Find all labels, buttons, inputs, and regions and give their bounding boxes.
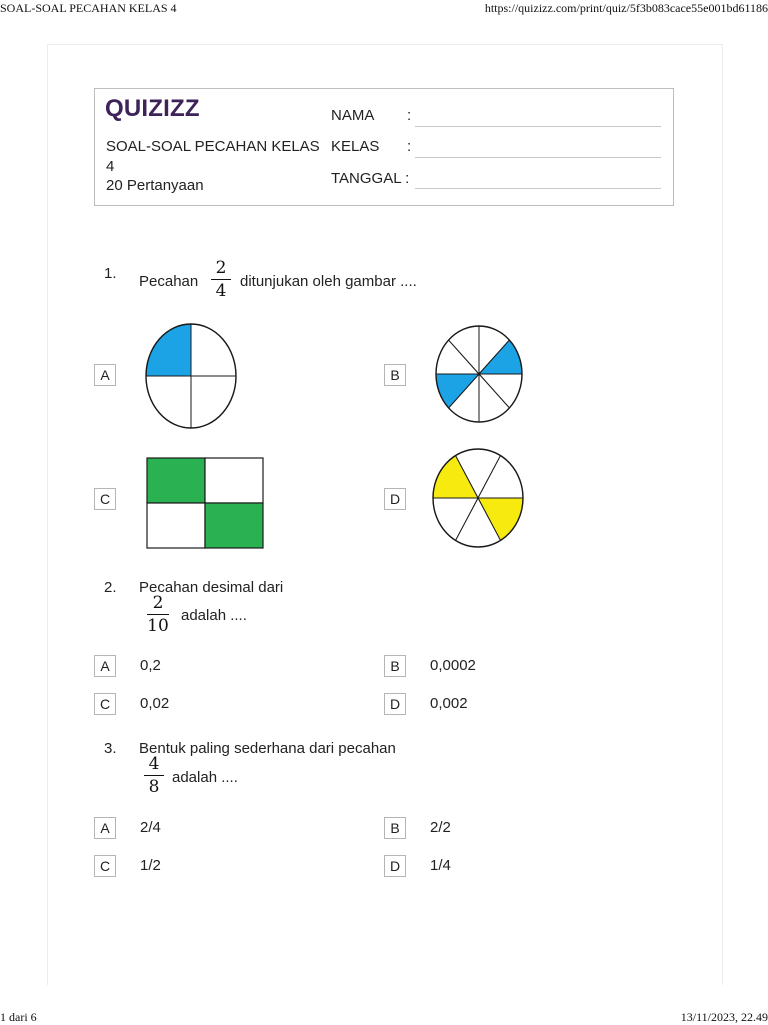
q1-fraction-numerator: 2: [215, 258, 227, 278]
quizizz-logo: QUIZIZZ: [105, 95, 200, 122]
q3-option-a-box[interactable]: A: [94, 817, 116, 839]
q1-number: 1.: [104, 265, 117, 282]
q1-option-b-box[interactable]: B: [384, 364, 406, 386]
empty-slice: [146, 376, 191, 428]
q2-number: 2.: [104, 579, 117, 596]
q2-option-d-box[interactable]: D: [384, 693, 406, 715]
q2-prefix: Pecahan desimal dari: [139, 579, 284, 596]
q1-prefix: Pecahan: [139, 273, 199, 290]
class-line: [415, 157, 661, 158]
quiz-title: SOAL-SOAL PECAHAN KELAS 4: [106, 138, 320, 175]
print-footer-page: 1 dari 6: [0, 1010, 37, 1024]
date-line: [415, 188, 661, 189]
q3-option-d-box[interactable]: D: [384, 855, 406, 877]
shaded-cell: [205, 503, 263, 548]
question-count: 20 Pertanyaan: [106, 177, 204, 194]
q3-fraction-bar: [144, 775, 164, 776]
name-line: [415, 126, 661, 127]
name-colon: :: [407, 107, 412, 124]
q2-option-c-box[interactable]: C: [94, 693, 116, 715]
q3-fraction: [142, 754, 166, 797]
q2-option-b-text[interactable]: 0,0002: [430, 657, 476, 674]
q1-fraction-bar: [211, 279, 231, 280]
q3-option-c-text[interactable]: 1/2: [140, 857, 161, 874]
print-header: [0, 0, 768, 16]
q3-option-d-text[interactable]: 1/4: [430, 857, 451, 874]
q2-fraction-denominator: 10: [147, 616, 169, 636]
print-footer: [0, 1009, 768, 1025]
quiz-info-box: [94, 88, 674, 206]
q2-suffix: adalah ....: [181, 607, 247, 624]
empty-cell: [205, 458, 263, 503]
q3-option-b-text[interactable]: 2/2: [430, 819, 451, 836]
q3-fraction-denominator: 8: [148, 777, 160, 797]
q2-fraction-bar: [147, 614, 169, 615]
q1-fraction: [209, 258, 233, 301]
class-label: KELAS: [331, 138, 380, 155]
q3-fraction-numerator: 4: [148, 754, 160, 774]
date-label: TANGGAL :: [331, 170, 410, 187]
q3-suffix: adalah ....: [172, 769, 238, 786]
q1-option-a-box[interactable]: A: [94, 364, 116, 386]
empty-slice: [191, 376, 236, 428]
q3-option-a-text[interactable]: 2/4: [140, 819, 161, 836]
empty-slice: [191, 324, 236, 376]
class-colon: :: [407, 138, 412, 155]
print-header-title: SOAL-SOAL PECAHAN KELAS 4: [0, 1, 177, 15]
q2-option-d-text[interactable]: 0,002: [430, 695, 468, 712]
name-label: NAMA: [331, 107, 375, 124]
q3-number: 3.: [104, 740, 117, 757]
q1-option-c-figure[interactable]: [146, 457, 264, 547]
empty-cell: [147, 503, 205, 548]
q2-fraction-numerator: 2: [152, 593, 164, 613]
q1-option-a-figure[interactable]: [145, 323, 237, 429]
q1-suffix: ditunjukan oleh gambar ....: [240, 273, 417, 290]
q2-option-a-text[interactable]: 0,2: [140, 657, 161, 674]
shaded-cell: [147, 458, 205, 503]
q2-fraction: [145, 593, 171, 636]
print-footer-datetime: 13/11/2023, 22.49: [680, 1010, 768, 1024]
q2-option-a-box[interactable]: A: [94, 655, 116, 677]
q1-fraction-denominator: 4: [215, 281, 227, 301]
q2-option-b-box[interactable]: B: [384, 655, 406, 677]
q1-option-c-box[interactable]: C: [94, 488, 116, 510]
q1-option-b-figure[interactable]: [435, 325, 523, 423]
q1-option-d-box[interactable]: D: [384, 488, 406, 510]
shaded-slice: [146, 324, 191, 376]
q3-prefix: Bentuk paling sederhana dari pecahan: [139, 740, 396, 757]
q3-option-b-box[interactable]: B: [384, 817, 406, 839]
q3-option-c-box[interactable]: C: [94, 855, 116, 877]
q1-option-d-figure[interactable]: [432, 448, 524, 548]
print-header-url: https://quizizz.com/print/quiz/5f3b083cace55e001bd61186: [484, 1, 768, 15]
q2-option-c-text[interactable]: 0,02: [140, 695, 170, 712]
